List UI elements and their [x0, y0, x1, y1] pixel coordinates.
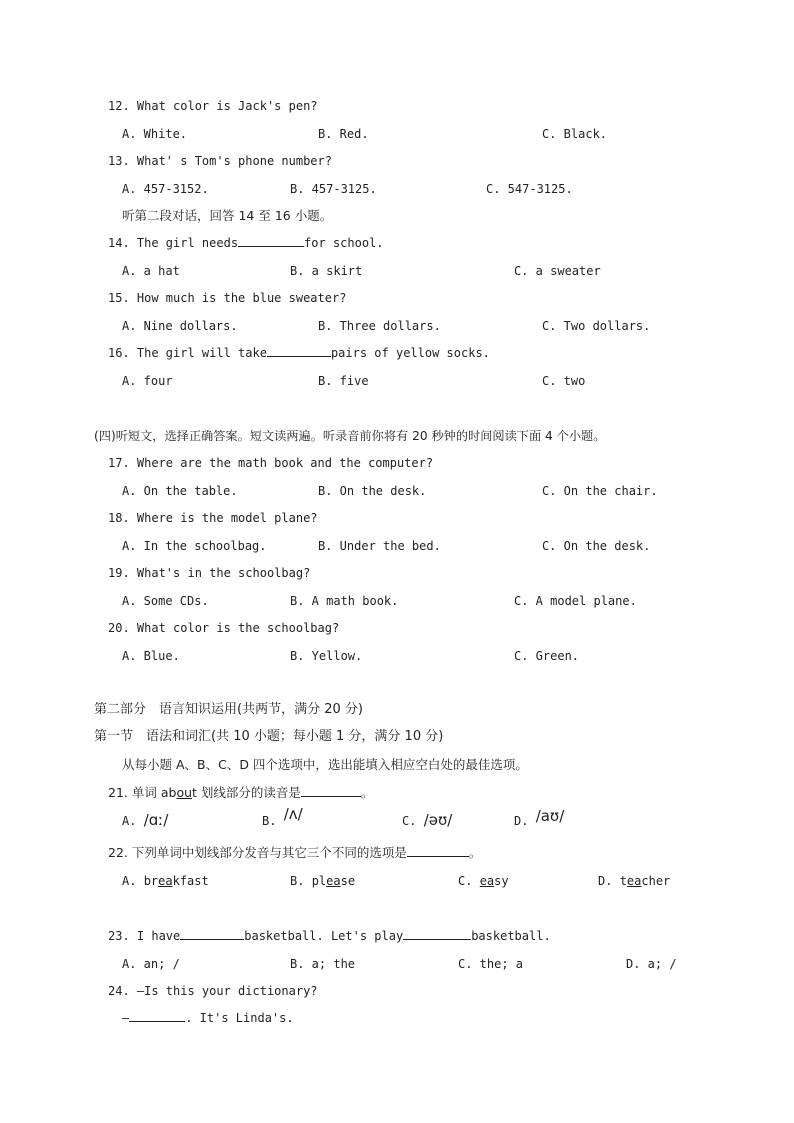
q22-option-c-underlined: ea [479, 874, 495, 888]
q21-word [161, 785, 197, 800]
q21-option-b-phonetic: /ʌ/ [283, 805, 303, 823]
part2-heading: 第二部分 语言知识运用(共两节，满分 20 分) [94, 702, 363, 717]
q22-option-c-label: C. [458, 874, 480, 888]
q21-option-d-phonetic: /aʊ/ [535, 807, 565, 825]
q15-stem: 15. How much is the blue sweater? [108, 291, 347, 305]
q23-option-d[interactable]: D. a; / [626, 957, 677, 971]
q17-option-a[interactable]: A. On the table. [122, 484, 238, 498]
q22-option-a-label: A. [122, 874, 144, 888]
q14-blank [238, 235, 304, 247]
q21-word-end: t [192, 785, 197, 800]
q23-stem-post: basketball. [471, 929, 551, 943]
q22-option-b[interactable] [290, 873, 355, 889]
q22-option-b-part1: pl [311, 874, 327, 888]
q22-blank [407, 845, 469, 857]
q15-option-a[interactable]: A. Nine dollars. [122, 319, 238, 333]
q16-option-c[interactable]: C. two [542, 374, 586, 388]
q19-option-c[interactable]: C. A model plane. [514, 594, 637, 608]
q19-stem: 19. What's in the schoolbag? [108, 566, 311, 580]
q14-stem-post: for school. [304, 236, 384, 250]
q21-stem-post: 。 [360, 785, 374, 800]
q16-stem-pre: 16. The girl will take [108, 346, 267, 360]
q21-stem-pre: 21. 单词 [108, 785, 161, 800]
q22-option-d[interactable] [598, 873, 670, 889]
q20-option-a[interactable]: A. Blue. [122, 649, 180, 663]
q22-option-b-underlined: ea [326, 874, 341, 888]
q22-option-c-part2: sy [494, 874, 509, 888]
q21-blank [301, 785, 361, 797]
q19-option-b[interactable]: B. A math book. [290, 594, 399, 608]
q12-option-a[interactable]: A. White. [122, 127, 188, 141]
q24-response-post: . It's Linda's. [185, 1011, 294, 1025]
q13-option-a[interactable]: A. 457-3152. [122, 182, 209, 196]
q16-option-b[interactable]: B. five [318, 374, 369, 388]
dialogue2-instruction: 听第二段对话，回答 14 至 16 小题。 [122, 208, 333, 223]
q24-dash: — [122, 1011, 130, 1025]
q15-option-c[interactable]: C. Two dollars. [542, 319, 651, 333]
q16-stem [108, 345, 490, 361]
q22-option-a[interactable] [122, 873, 209, 889]
q19-option-a[interactable]: A. Some CDs. [122, 594, 209, 608]
q16-option-a[interactable]: A. four [122, 374, 173, 388]
q21-option-a-phonetic: /ɑː/ [143, 811, 169, 829]
q21-option-c[interactable] [402, 812, 452, 829]
q22-option-d-underlined: ea [626, 874, 642, 888]
section1-heading: 第一节 语法和词汇(共 10 小题；每小题 1 分，满分 10 分) [94, 729, 444, 744]
q13-option-b[interactable]: B. 457-3125. [290, 182, 377, 196]
q22-option-a-underlined: ea [158, 874, 173, 888]
q23-blank-2 [403, 928, 471, 940]
q22-option-b-part2: se [340, 874, 356, 888]
q21-word-underlined: ou [176, 785, 193, 800]
q22-option-a-part1: br [143, 874, 159, 888]
q12-option-b[interactable]: B. Red. [318, 127, 369, 141]
q22-stem-pre: 22. 下列单词中划线部分发音与其它三个不同的选项是 [108, 845, 407, 860]
q15-option-b[interactable]: B. Three dollars. [318, 319, 441, 333]
q13-option-c[interactable]: C. 547-3125. [486, 182, 573, 196]
q21-word-start: ab [160, 785, 177, 800]
q21-option-c-label: C. [402, 814, 417, 828]
q21-option-c-phonetic: /əʊ/ [423, 811, 453, 829]
q23-blank-1 [180, 928, 244, 940]
q18-option-a[interactable]: A. In the schoolbag. [122, 539, 267, 553]
q18-option-b[interactable]: B. Under the bed. [318, 539, 441, 553]
q23-stem [108, 928, 551, 944]
q22-option-a-part2: kfast [172, 874, 209, 888]
q23-stem-mid: basketball. Let's play [244, 929, 404, 943]
q21-option-b-label: B. [262, 814, 277, 828]
q21-option-d-label: D. [514, 814, 529, 828]
q14-stem [108, 235, 384, 251]
q20-option-b[interactable]: B. Yellow. [290, 649, 363, 663]
q22-option-d-part2: cher [641, 874, 671, 888]
q21-option-b[interactable] [262, 805, 303, 829]
q23-stem-pre: 23. I have [108, 929, 181, 943]
q17-option-b[interactable]: B. On the desk. [318, 484, 427, 498]
q24-response [122, 1010, 294, 1026]
q13-stem: 13. What' s Tom's phone number? [108, 154, 332, 168]
q22-option-c[interactable] [458, 873, 509, 889]
q14-option-b[interactable]: B. a skirt [290, 264, 363, 278]
q21-option-d[interactable] [514, 807, 565, 829]
q23-option-a[interactable]: A. an; / [122, 957, 180, 971]
q22-option-d-part1: t [619, 874, 627, 888]
q16-stem-post: pairs of yellow socks. [330, 346, 490, 360]
q24-blank [129, 1010, 185, 1022]
q21-stem [108, 785, 373, 801]
q21-option-a-label: A. [122, 814, 137, 828]
q20-stem: 20. What color is the schoolbag? [108, 621, 340, 635]
q20-option-c[interactable]: C. Green. [514, 649, 580, 663]
q17-option-c[interactable]: C. On the chair. [542, 484, 658, 498]
grammar-instruction: 从每小题 A、B、C、D 四个选项中，选出能填入相应空白处的最佳选项。 [122, 757, 528, 772]
section4-instruction: (四)听短文，选择正确答案。短文读两遍。听录音前你将有 20 秒钟的时间阅读下面 4 个小题。 [94, 429, 606, 443]
q23-option-c[interactable]: C. the; a [458, 957, 524, 971]
q22-option-d-label: D. [598, 874, 620, 888]
q22-stem [108, 845, 481, 861]
q23-option-b[interactable]: B. a; the [290, 957, 356, 971]
q14-stem-pre: 14. The girl needs [108, 236, 239, 250]
q18-option-c[interactable]: C. On the desk. [542, 539, 651, 553]
q14-option-a[interactable]: A. a hat [122, 264, 180, 278]
q12-stem: 12. What color is Jack's pen? [108, 99, 318, 113]
q22-stem-post: 。 [468, 845, 482, 860]
q18-stem: 18. Where is the model plane? [108, 511, 318, 525]
q17-stem: 17. Where are the math book and the computer? [108, 456, 434, 470]
q14-option-c[interactable]: C. a sweater [514, 264, 601, 278]
q21-option-a[interactable] [122, 812, 168, 829]
q24-stem: 24. —Is this your dictionary? [108, 984, 318, 998]
q12-option-c[interactable]: C. Black. [542, 127, 608, 141]
q21-stem-mid: 划线部分的读音是 [196, 785, 301, 800]
q22-option-b-label: B. [290, 874, 312, 888]
q16-blank [267, 345, 331, 357]
